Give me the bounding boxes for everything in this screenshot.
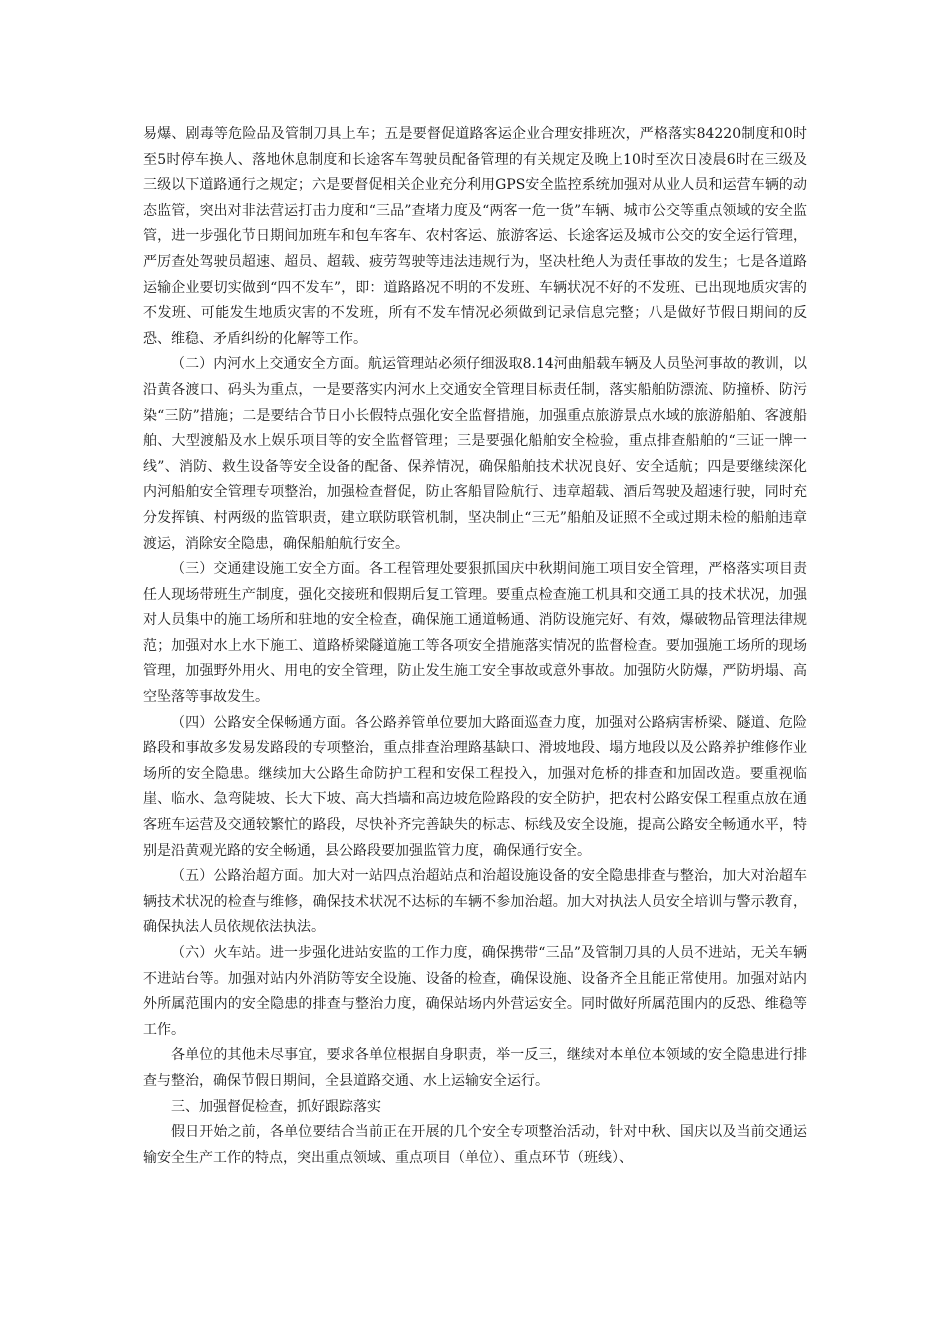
section-heading-supervision: 三、加强督促检查，抓好跟踪落实 [171, 1098, 381, 1115]
paragraph-construction-safety: （三）交通建设施工安全方面。各工程管理处要狠抓国庆中秋期间施工项目安全管理，严格落实项目责任人现场带班生产制度，强化交接班和假期后复工管理。要重点检查施工机具和交通工具的技术状况，加强对人员集中的施工场所和驻地的安全检查，确保施工通道畅通、消防设施完好、有效，爆破物品管理法律规范；加强对水上水下施工、道路桥梁隧道施工等各项安全措施落实情况的监督检查。要加强施工场所的现场管理，加强野外用火、用电的安全管理，防止发生施工安全事故或意外事故。加强防火防爆，严防坍塌、高空坠落等事故发生。 [143, 561, 807, 706]
document-page [143, 122, 807, 1171]
paragraph-highway-safety: （四）公路安全保畅通方面。各公路养管单位要加大路面巡查力度，加强对公路病害桥梁、隧道、危险路段和事故多发易发路段的专项整治，重点排查治理路基缺口、滑坡地段、塌方地段以及公路养护维修作业场所的安全隐患。继续加大公路生命防护工程和安保工程投入，加强对危桥的排查和加固改造。要重视临崖、临水、急弯陡坡、长大下坡、高大挡墙和高边坡危险路段的安全防护，把农村公路安保工程重点放在通客班车运营及交通较繁忙的路段，尽快补齐完善缺失的标志、标线及安全设施，提高公路安全畅通水平，特别是沿黄观光路的安全畅通，县公路段要加强监管力度，确保通行安全。 [143, 714, 807, 859]
paragraph-road-transport-continuation: 易爆、剧毒等危险品及管制刀具上车；五是要督促道路客运企业合理安排班次，严格落实84220制度和0时至5时停车换人、落地休息制度和长途客车驾驶员配备管理的有关规定及晚上10时至次日凌晨6时在三级及三级以下道路通行之规定；六是要督促相关企业充分利用GPS安全监控系统加强对从业人员和运营车辆的动态监管，突出对非法营运打击力度和“三品”查堵力度及“两客一危一货”车辆、城市公交等重点领域的安全监管，进一步强化节日期间加班车和包车客车、农村客运、旅游客运、长途客运及城市公交的安全运行管理，严厉查处驾驶员超速、超员、超载、疲劳驾驶等违法违规行为，坚决杜绝人为责任事故的发生；七是各道路运输企业要切实做到“四不发车”，即：道路路况不明的不发班、车辆状况不好的不发班、已出现地质灾害的不发班、可能发生地质灾害的不发班，所有不发车情况必须做到记录信息完整；八是做好节假日期间的反恐、维稳、矛盾纠纷的化解等工作。 [143, 126, 807, 347]
paragraph-overload-control: （五）公路治超方面。加大对一站四点治超站点和治超设施设备的安全隐患排查与整治，加大对治超车辆技术状况的检查与维修，确保技术状况不达标的车辆不参加治超。加大对执法人员安全培训与警示教育，确保执法人员依规依法执法。 [143, 868, 807, 936]
paragraph-train-station: （六）火车站。进一步强化进站安监的工作力度，确保携带“三品”及管制刀具的人员不进站，无关车辆不进站台等。加强对站内外消防等安全设施、设备的检查，确保设施、设备齐全且能正常使用。加强对站内外所属范围内的安全隐患的排查与整治力度，确保站场内外营运安全。同时做好所属范围内的反恐、维稳等工作。 [143, 945, 807, 1038]
paragraph-before-holiday: 假日开始之前，各单位要结合当前正在开展的几个安全专项整治活动，针对中秋、国庆以及当前交通运输安全生产工作的特点，突出重点领域、重点项目（单位）、重点环节（班线）、 [143, 1124, 807, 1166]
paragraph-other-matters: 各单位的其他未尽事宜，要求各单位根据自身职责，举一反三，继续对本单位本领域的安全隐患进行排查与整治，确保节假日期间，全县道路交通、水上运输安全运行。 [143, 1047, 807, 1089]
paragraph-inland-water-safety: （二）内河水上交通安全方面。航运管理站必须仔细汲取8.14河曲船载车辆及人员坠河事故的教训，以沿黄各渡口、码头为重点，一是要落实内河水上交通安全管理目标责任制，落实船舶防漂流、防撞桥、防污染“三防”措施；二是要结合节日小长假特点强化安全监督措施，加强重点旅游景点水域的旅游船舶、客渡船舶、大型渡船及水上娱乐项目等的安全监督管理；三是要强化船舶安全检验，重点排查船舶的“三证一牌一线”、消防、救生设备等安全设备的配备、保养情况，确保船舶技术状况良好、安全适航；四是要继续深化内河船舶安全管理专项整治，加强检查督促，防止客船冒险航行、违章超载、酒后驾驶及超速行驶，同时充分发挥镇、村两级的监管职责，建立联防联管机制，坚决制止“三无”船舶及证照不全或过期未检的船舶违章渡运，消除安全隐患，确保船舶航行安全。 [143, 356, 807, 552]
